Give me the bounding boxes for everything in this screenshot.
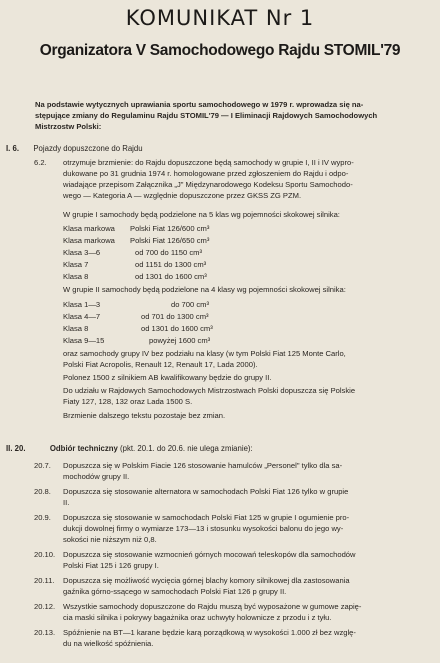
item-number: 20.11. [34,576,55,585]
class-range: Polski Fiat 126/650 cm³ [130,236,210,245]
intro-line: stępujące zmiany do Regulaminu Rajdu STOMIL'79 — I Eliminacji Rajdowych Samochodowych [35,111,378,120]
class-range: od 1301 do 1600 cm³ [141,324,213,333]
section-1-number: I. 6. [6,144,20,153]
text-line: Brzmienie dalszego tekstu pozostaje bez zmian. [63,411,226,420]
item-number: 20.7. [34,461,51,470]
class-name: Klasa 8 [63,324,89,333]
item-number: 20.8. [34,487,51,496]
page-title: KOMUNIKAT Nr 1 [125,6,315,30]
item-6-2-text [63,157,354,201]
group-2-intro: W grupie II samochody będą podzielone na 4 klasy wg pojemności skokowej silnika: [63,285,346,294]
class-row [63,299,209,310]
intro-paragraph [35,99,420,132]
class-row [63,271,207,282]
page-subtitle: Organizatora V Samochodowego Rajdu STOMIL'79 [39,42,401,59]
text-line: sokości nie niższym niż 0,8. [63,535,157,544]
class-range: powyżej 1600 cm³ [149,336,211,345]
item-number: 20.12. [34,602,56,611]
group-1-intro: W grupie I samochody będą podzielone na 5 klas wg pojemności skokowej silnika: [63,210,340,219]
item-number: 20.13. [34,628,56,637]
class-name: Klasa 3—6 [63,248,101,257]
text-line: wego — Kategoria A — względnie dopuszczone przez GKSS ZG PZM. [63,191,302,200]
text-line: dukcji dowolnej firmy o wymiarze 173—13 i stosunku wysokości balonu do jego wy- [63,524,344,533]
text-line: Polski Fiat 125 i 126 grupy I. [63,561,159,570]
class-name: Klasa 1—3 [63,300,101,309]
class-name: Klasa 4—7 [63,312,101,321]
class-name: Klasa 9—15 [63,336,105,345]
text-line: Polonez 1500 z silnikiem AB kwalifikowany będzie do grupy II. [63,373,272,382]
class-range: Polski Fiat 126/600 cm³ [130,224,210,233]
class-row [63,223,210,234]
class-row [63,235,210,246]
text-line: Polski Fiat Acropolis, Renault 12, Renault 17, Lada 2000). [63,360,258,369]
text-line: Do udziału w Rajdowych Samochodowych Mistrzostwach Polski dopuszcza się Polskie [63,386,356,395]
class-row [63,311,209,322]
item-20-9-text [63,512,349,545]
text-line: Dopuszcza się możliwość wycięcia górnej blachy komory silnikowej dla zastosowania [63,576,350,585]
text-line: wiadające przepisom Załącznika „J" Międzynarodowego Kodeksu Sportu Samochodo- [63,180,353,189]
item-20-11-text [63,575,350,597]
class-row [63,323,213,334]
item-20-8-text [63,486,348,508]
text-line: mochodów grupy II. [63,472,130,481]
text-line: cia maski silnika i pokrywy bagażnika oraz uchwyty holownicze z przodu i z tyłu. [63,613,332,622]
text-line: otrzymuje brzmienie: do Rajdu dopuszczone będą samochody w grupie I, II i IV wypro- [63,158,354,167]
item-20-13-text [63,627,356,649]
class-range: od 700 do 1150 cm³ [135,248,202,257]
group-4-text [63,348,355,421]
section-2-number: II. 20. [6,444,26,453]
section-2-title: Odbiór techniczny [49,444,118,453]
section-2-title-suffix: (pkt. 20.1. do 20.6. nie ulega zmianie): [120,444,253,453]
text-line: du na wielkość spóźnienia. [63,639,154,648]
text-line: Spóźnienie na BT—1 karane będzie karą porządkową w wysokości 1.000 zł bez wzglę- [63,628,356,637]
text-line: dukowane po 31 grudnia 1974 r. homologowane przed zgłoszeniem do Rajdu i odpo- [63,169,349,178]
item-number: 20.10. [34,550,56,559]
intro-line: Na podstawie wytycznych uprawiania sportu samochodowego w 1979 r. wprowadza się na- [35,100,364,109]
class-row [63,247,202,258]
class-row [63,259,207,270]
class-range: do 700 cm³ [171,300,209,309]
text-line: Dopuszcza się stosowanie w samochodach Polski Fiat 125 w grupie I ogumienie pro- [63,513,350,522]
text-line: II. [63,498,70,507]
text-line: Fiaty 127, 128, 132 oraz Lada 1500 S. [63,397,193,406]
text-line: Dopuszcza się w Polskim Fiacie 126 stosowanie hamulców „Personel" tylko dla sa- [63,461,343,470]
text-line: Wszystkie samochody dopuszczone do Rajdu muszą być wyposażone w gumowe zapię- [63,602,362,611]
text-line: gaźnika górno-ssącego w samochodach Polski Fiat 126 p grupy II. [63,587,287,596]
text-line: Dopuszcza się stosowanie wzmocnień górnych mocowań teleskopów dla samochodów [63,550,356,559]
class-range: od 1301 do 1600 cm³ [135,272,207,281]
section-2-heading [6,443,253,454]
item-20-7-text [63,460,342,482]
class-name: Klasa 8 [63,272,89,281]
class-name: Klasa 7 [63,260,89,269]
text-line: oraz samochody grupy IV bez podziału na klasy (w tym Polski Fiat 125 Monte Carlo, [63,349,346,358]
section-1-heading [6,143,143,154]
intro-line: Mistrzostw Polski: [35,122,102,131]
class-range: od 1151 do 1300 cm³ [135,260,207,269]
item-number: 6.2. [34,158,47,167]
class-row [63,335,211,346]
item-20-12-text [63,601,361,623]
section-1-title: Pojazdy dopuszczone do Rajdu [33,144,143,153]
text-line: Dopuszcza się stosowanie alternatora w samochodach Polski Fiat 126 tylko w grupie [63,487,349,496]
item-20-10-text [63,549,356,571]
class-range: od 701 do 1300 cm³ [141,312,209,321]
class-name: Klasa markowa [63,224,115,233]
item-number: 20.9. [34,513,51,522]
class-name: Klasa markowa [63,236,115,245]
